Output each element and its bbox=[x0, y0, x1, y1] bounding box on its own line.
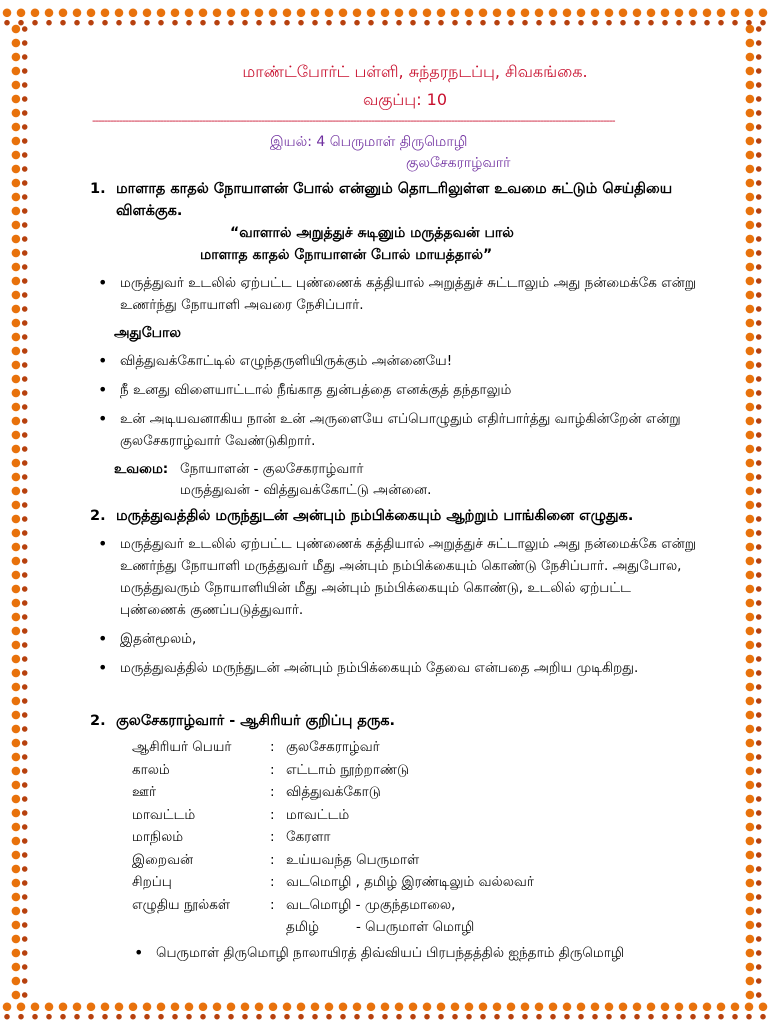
simile-value: நோயாளன் - குலசேகராழ்வார் bbox=[180, 461, 364, 477]
table-row: மாவட்டம் : மாவட்டம் bbox=[132, 806, 350, 823]
list-item: • இதன்மூலம், bbox=[120, 628, 700, 650]
border-right bbox=[740, 22, 762, 1002]
quote-line-2: மாளாத காதல் நோயாளன் போல் மாயத்தால்” bbox=[200, 247, 493, 263]
border-top bbox=[0, 4, 768, 26]
list-item: • பெருமாள் திருமொழி நாலாயிரத் திவ்வியப் பிரபந்தத்தில் ஐந்தாம் திருமொழி bbox=[156, 942, 716, 964]
likewise-label: அதுபோல bbox=[114, 325, 181, 341]
simile-label: உவமை: bbox=[114, 461, 169, 477]
border-bottom bbox=[0, 998, 768, 1020]
question-text: குலசேகராழ்வார் - ஆசிரியர் குறிப்பு தருக. bbox=[116, 713, 396, 729]
quote-line-1: “வாளால் அறுத்துச் சுடினும் மருத்தவன் பால் bbox=[230, 225, 514, 241]
author-details-table bbox=[132, 736, 534, 916]
list-item: • வித்துவக்கோட்டில் எழுந்தருளியிருக்கும் அன்னையே! bbox=[120, 350, 700, 372]
question-text: மாளாத காதல் நோயாளன் போல் என்னும் தொடரிலுள்ள உவமை சுட்டும் செய்தியை விளக்குக. bbox=[116, 181, 673, 219]
poet-name: குலசேகராழ்வார் bbox=[406, 155, 511, 171]
class-line: வகுப்பு: 10 bbox=[362, 90, 448, 109]
simile-row bbox=[114, 459, 730, 480]
answer-list bbox=[40, 942, 730, 964]
divider-rule: -------------------------------------------------------------------------------------------------------------------------------------------------------------------------------- bbox=[92, 114, 615, 127]
border-left bbox=[6, 22, 28, 1002]
list-item: • நீ உனது விளையாட்டால் நீங்காத துன்பத்தை எனக்குத் தந்தாலும் bbox=[120, 379, 700, 401]
question-3 bbox=[40, 710, 730, 732]
answer-list bbox=[40, 272, 730, 316]
table-row: மாநிலம் : கேரளா bbox=[132, 829, 331, 845]
question-number: 1. bbox=[90, 181, 106, 197]
simile-value-2: மருத்துவன் - வித்துவக்கோட்டு அன்னை. bbox=[180, 482, 432, 498]
question-1 bbox=[40, 178, 730, 222]
author-details-extra bbox=[132, 916, 474, 939]
list-item: • உன் அடியவனாகிய நான் உன் அருளையே எப்பொழுதும் எதிர்பார்த்து வாழ்கின்றேன் என்று குலசேகராழ்வார் வேண்டுகிறார். bbox=[120, 408, 700, 452]
table-row: சிறப்பு : வடமொழி , தமிழ் இரண்டிலும் வல்லவர் bbox=[132, 874, 534, 890]
document-page bbox=[40, 58, 730, 971]
header bbox=[40, 58, 730, 114]
table-row: எழுதிய நூல்கள் : வடமொழி - முகுந்தமாலை, bbox=[132, 896, 456, 913]
table-row: ஆசிரியர் பெயர் : குலசேகராழ்வர் bbox=[132, 739, 380, 755]
table-row: தமிழ் - பெருமாள் மொழி bbox=[286, 919, 475, 935]
question-number: 2. bbox=[90, 713, 106, 729]
question-2 bbox=[40, 505, 730, 527]
lesson-title: இயல்: 4 பெருமாள் திருமொழி bbox=[270, 134, 468, 150]
table-row: ஊர் : வித்துவக்கோடு bbox=[132, 784, 381, 800]
list-item: • மருத்துவர் உடலில் ஏற்பட்ட புண்ணைக் கத்தியால் அறுத்துச் சுட்டாலும் அது நன்மைக்கே என்று உணர்ந்து நோயாளி மருத்துவர் மீது அன்பும் நம்பிக்கையும் கொண்டு நேசிப்பார். அதுபோல, மருத்துவரும் நோயாளியின் மீது அன்பும் நம்பிக்கையும் கொண்டு, உடலில் ஏற்பட்ட புண்ணைக் குணப்படுத்துவார். bbox=[120, 533, 700, 621]
answer-list bbox=[40, 533, 730, 679]
question-number: 2. bbox=[90, 508, 106, 524]
question-text: மருத்துவத்தில் மருந்துடன் அன்பும் நம்பிக்கையும் ஆற்றும் பாங்கினை எழுதுக. bbox=[116, 508, 634, 524]
table-row: காலம் : எட்டாம் நூற்றாண்டு bbox=[132, 761, 410, 778]
list-item: • மருத்துவத்தில் மருந்துடன் அன்பும் நம்பிக்கையும் தேவை என்பதை அறிய முடிகிறது. bbox=[120, 657, 700, 679]
table-row: இறைவன் : உய்யவந்த பெருமாள் bbox=[132, 851, 420, 868]
school-name: மாண்ட்போர்ட் பள்ளி, சுந்தரநடப்பு, சிவகங்கை. bbox=[242, 62, 588, 81]
answer-list bbox=[40, 350, 730, 452]
list-item: • மருத்துவர் உடலில் ஏற்பட்ட புண்ணைக் கத்தியால் அறுத்துச் சுட்டாலும் அது நன்மைக்கே என்று உணர்ந்து நோயாளி அவரை நேசிப்பார். bbox=[120, 272, 700, 316]
